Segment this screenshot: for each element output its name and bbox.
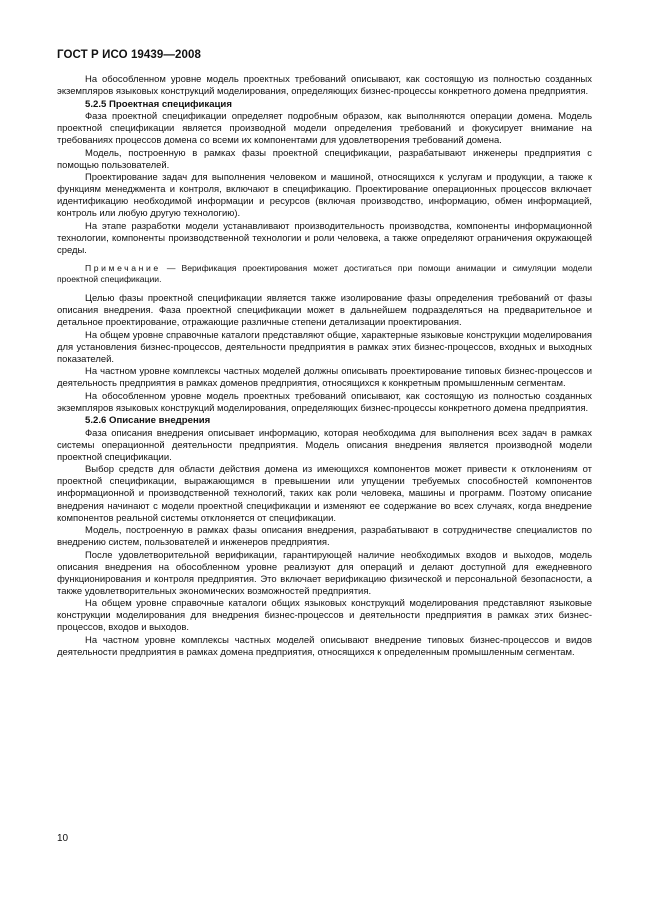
body-paragraph: На обособленном уровне модель проектных требований описывают, как состоящую из полностью созданных экземпляров языковых конструкций моделирования, определяющих бизнес-процессы конкретного домена предприятия.: [57, 74, 592, 98]
body-paragraph: На обособленном уровне модель проектных требований описывают, как состоящую из полностью созданных экземпляров языковых конструкций моделирования, определяющих бизнес-процессы конкретного домена предприятия.: [57, 390, 592, 414]
body-paragraph: Фаза описания внедрения описывает информацию, которая необходима для выполнения всех задач в рамках системы операционной деятельности предприятия. Модель описания внедрения является производной модели проектной спецификации.: [57, 427, 592, 463]
body-paragraph: Модель, построенную в рамках фазы проектной спецификации, разрабатывают инженеры предприятия с помощью пользователей.: [57, 147, 592, 171]
document-body: [57, 74, 592, 660]
body-paragraph: Фаза проектной спецификации определяет подробным образом, как выполняются операции домена. Модель проектной спецификации является производной модели определения требований и фокусирует внимание на требованиях процессов домена со всеми их компонентами для удовлетворения требований домена.: [57, 110, 592, 146]
body-paragraph: Выбор средств для области действия домена из имеющихся компонентов может привести к отклонениям от проектной спецификации, выражающимся в превышении или упущении требуемых способностей компонентов информационной и производственной технологий, таких как роли человека, машины и программ. Поэтому описание внедрения начинают с модели проектной спецификации и изменяют ее содержание во всех случаях, когда внедрение компонентов реальной системы отклоняется от спецификации.: [57, 464, 592, 524]
body-paragraph: Проектирование задач для выполнения человеком и машиной, относящихся к услугам и продукции, а также к функциям менеджмента и контроля, включают в спецификацию. Проектирование операционных процессов включает идентификацию необходимой информации и ресурсов (включая производство, информацию, обмен информацией, контроль или любую другую технологию).: [57, 172, 592, 220]
note-label: Примечание: [85, 262, 161, 273]
document-header: ГОСТ Р ИСО 19439—2008: [57, 49, 202, 61]
body-paragraph: Целью фазы проектной спецификации является также изолирование фазы определения требований от фазы описания внедрения. Фаза проектной спецификации может в дальнейшем подразделяться на предварительное и детальное проектирование, отражающие различные степени детализации проектирования.: [57, 292, 592, 329]
body-paragraph: На частном уровне комплексы частных моделей должны описывать проектирование типовых бизнес-процессов и деятельность предприятия в рамках доменов предприятия, относящихся к конкретным промышленным сегментам.: [57, 366, 592, 390]
note-paragraph: [57, 263, 592, 286]
body-paragraph: На общем уровне справочные каталоги общих языковых конструкций моделирования представляют языковые конструкции моделирования для внедрения бизнес-процессов и деятельности предприятия в рамках этих бизнес-процессов, входов и выходов.: [57, 598, 592, 634]
page-number: 10: [57, 833, 69, 844]
body-paragraph: Модель, построенную в рамках фазы описания внедрения, разрабатывают в сотрудничестве специалистов по внедрению систем, пользователей и инженеров предприятия.: [57, 525, 592, 549]
body-paragraph: После удовлетворительной верификации, гарантирующей наличие необходимых входов и выходов, модель описания внедрения на обособленном уровне реализуют для операций и делают доступной для ежедневного функционирования и контроля предприятия. Это включает верификацию физической и персональной безопасности, а также удовлетворительных экономических возможностей предприятия.: [57, 549, 592, 597]
body-paragraph: На этапе разработки модели устанавливают производительность производства, компоненты информационной технологии, компоненты производственной технологии и роли человека, а также определяют ограничения окружающей среды.: [57, 220, 592, 256]
section-heading: 5.2.6 Описание внедрения: [85, 415, 211, 427]
body-paragraph: На общем уровне справочные каталоги представляют общие, характерные языковые конструкции моделирования для установления бизнес-процессов, деятельности предприятия в рамках этих бизнес-процессов, входных и выходных показателей.: [57, 329, 592, 365]
body-paragraph: На частном уровне комплексы частных моделей описывают внедрение типовых бизнес-процессов и видов деятельности предприятия в рамках домена предприятия, относящихся к определенным промышленным сегментам.: [57, 635, 592, 659]
note-text: — Верификация проектирования может достигаться при помощи анимации и симуляции модели проектной спецификации.: [57, 262, 592, 285]
section-heading: 5.2.5 Проектная спецификация: [85, 98, 232, 110]
